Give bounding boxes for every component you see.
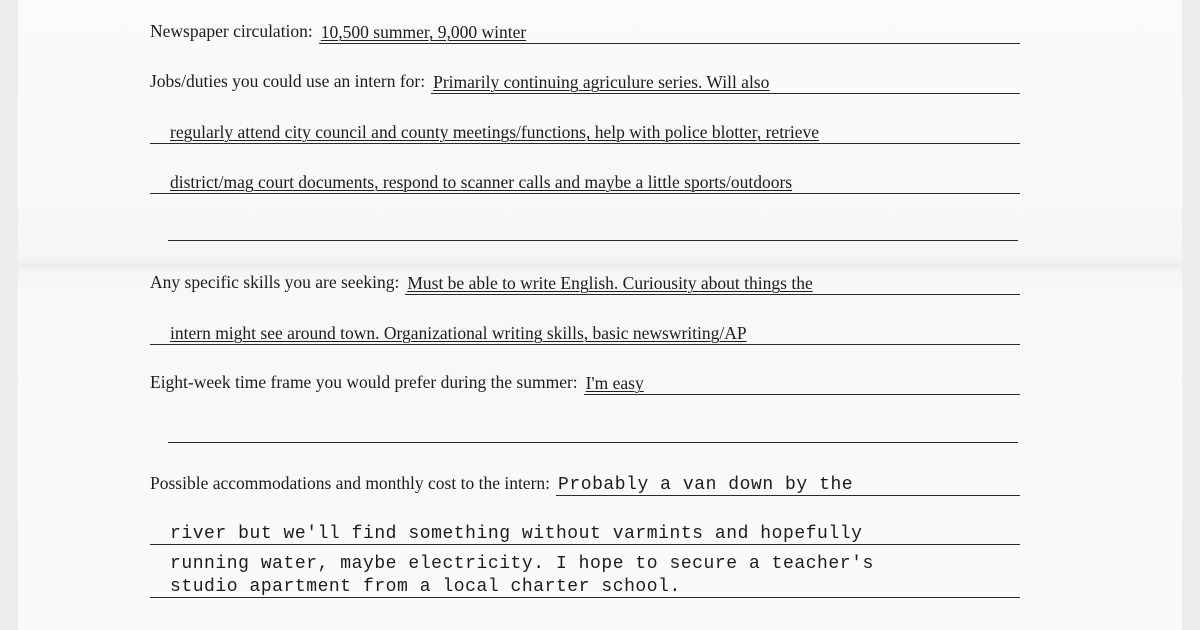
jobs-value-line-1: Primarily continuing agriculure series. Will also <box>433 72 770 92</box>
jobs-field-line-2 <box>150 121 1020 144</box>
jobs-field-line-3 <box>150 171 1020 194</box>
timeframe-label: Eight-week time frame you would prefer during the summer: <box>150 372 578 392</box>
accommodations-value-line-4: studio apartment from a local charter school. <box>170 577 681 597</box>
jobs-field-line-1 <box>431 71 1020 94</box>
circulation-label: Newspaper circulation: <box>150 21 313 41</box>
accommodations-label: Possible accommodations and monthly cost to the intern: <box>150 473 551 493</box>
circulation-field <box>319 21 1020 44</box>
skills-value-line-2: intern might see around town. Organizational writing skills, basic newswriting/AP <box>170 323 747 343</box>
accommodations-field-line-2 <box>150 522 1020 545</box>
circulation-row <box>150 20 1020 44</box>
jobs-row-2 <box>150 120 1020 144</box>
skills-label: Any specific skills you are seeking: <box>150 272 400 292</box>
jobs-label: Jobs/duties you could use an intern for: <box>150 71 426 91</box>
accommodations-row-3 <box>150 550 1020 574</box>
timeframe-blank-line <box>168 442 1018 443</box>
accommodations-field-line-1 <box>556 473 1020 496</box>
accommodations-value-line-3: running water, maybe electricity. I hope to secure a teacher's <box>170 554 874 574</box>
accommodations-value-line-2: river but we'll find something without varmints and hopefully <box>170 524 863 544</box>
jobs-row <box>150 70 1020 94</box>
accommodations-row-4 <box>150 574 1020 598</box>
skills-row-2 <box>150 321 1020 345</box>
skills-field-line-1 <box>405 272 1020 295</box>
accommodations-row <box>150 472 1020 496</box>
skills-value-line-1: Must be able to write English. Curiousity about things the <box>407 273 813 293</box>
jobs-value-line-3: district/mag court documents, respond to scanner calls and maybe a little sports/outdoors <box>170 172 793 192</box>
jobs-value-line-2: regularly attend city council and county meetings/functions, help with police blotter, retrieve <box>170 122 820 142</box>
timeframe-field <box>584 372 1020 395</box>
timeframe-row <box>150 371 1020 395</box>
jobs-blank-line <box>168 240 1018 241</box>
circulation-value: 10,500 summer, 9,000 winter <box>320 22 527 42</box>
accommodations-value-line-1: Probably a van down by the <box>558 475 854 495</box>
timeframe-value: I'm easy <box>585 373 644 393</box>
accommodations-field-line-4 <box>150 575 1020 598</box>
accommodations-field-line-3 <box>150 552 1020 574</box>
jobs-row-3 <box>150 170 1020 194</box>
accommodations-row-2 <box>150 521 1020 545</box>
skills-row <box>150 271 1020 295</box>
skills-field-line-2 <box>150 322 1020 345</box>
scan-artifact-band <box>18 258 1182 272</box>
